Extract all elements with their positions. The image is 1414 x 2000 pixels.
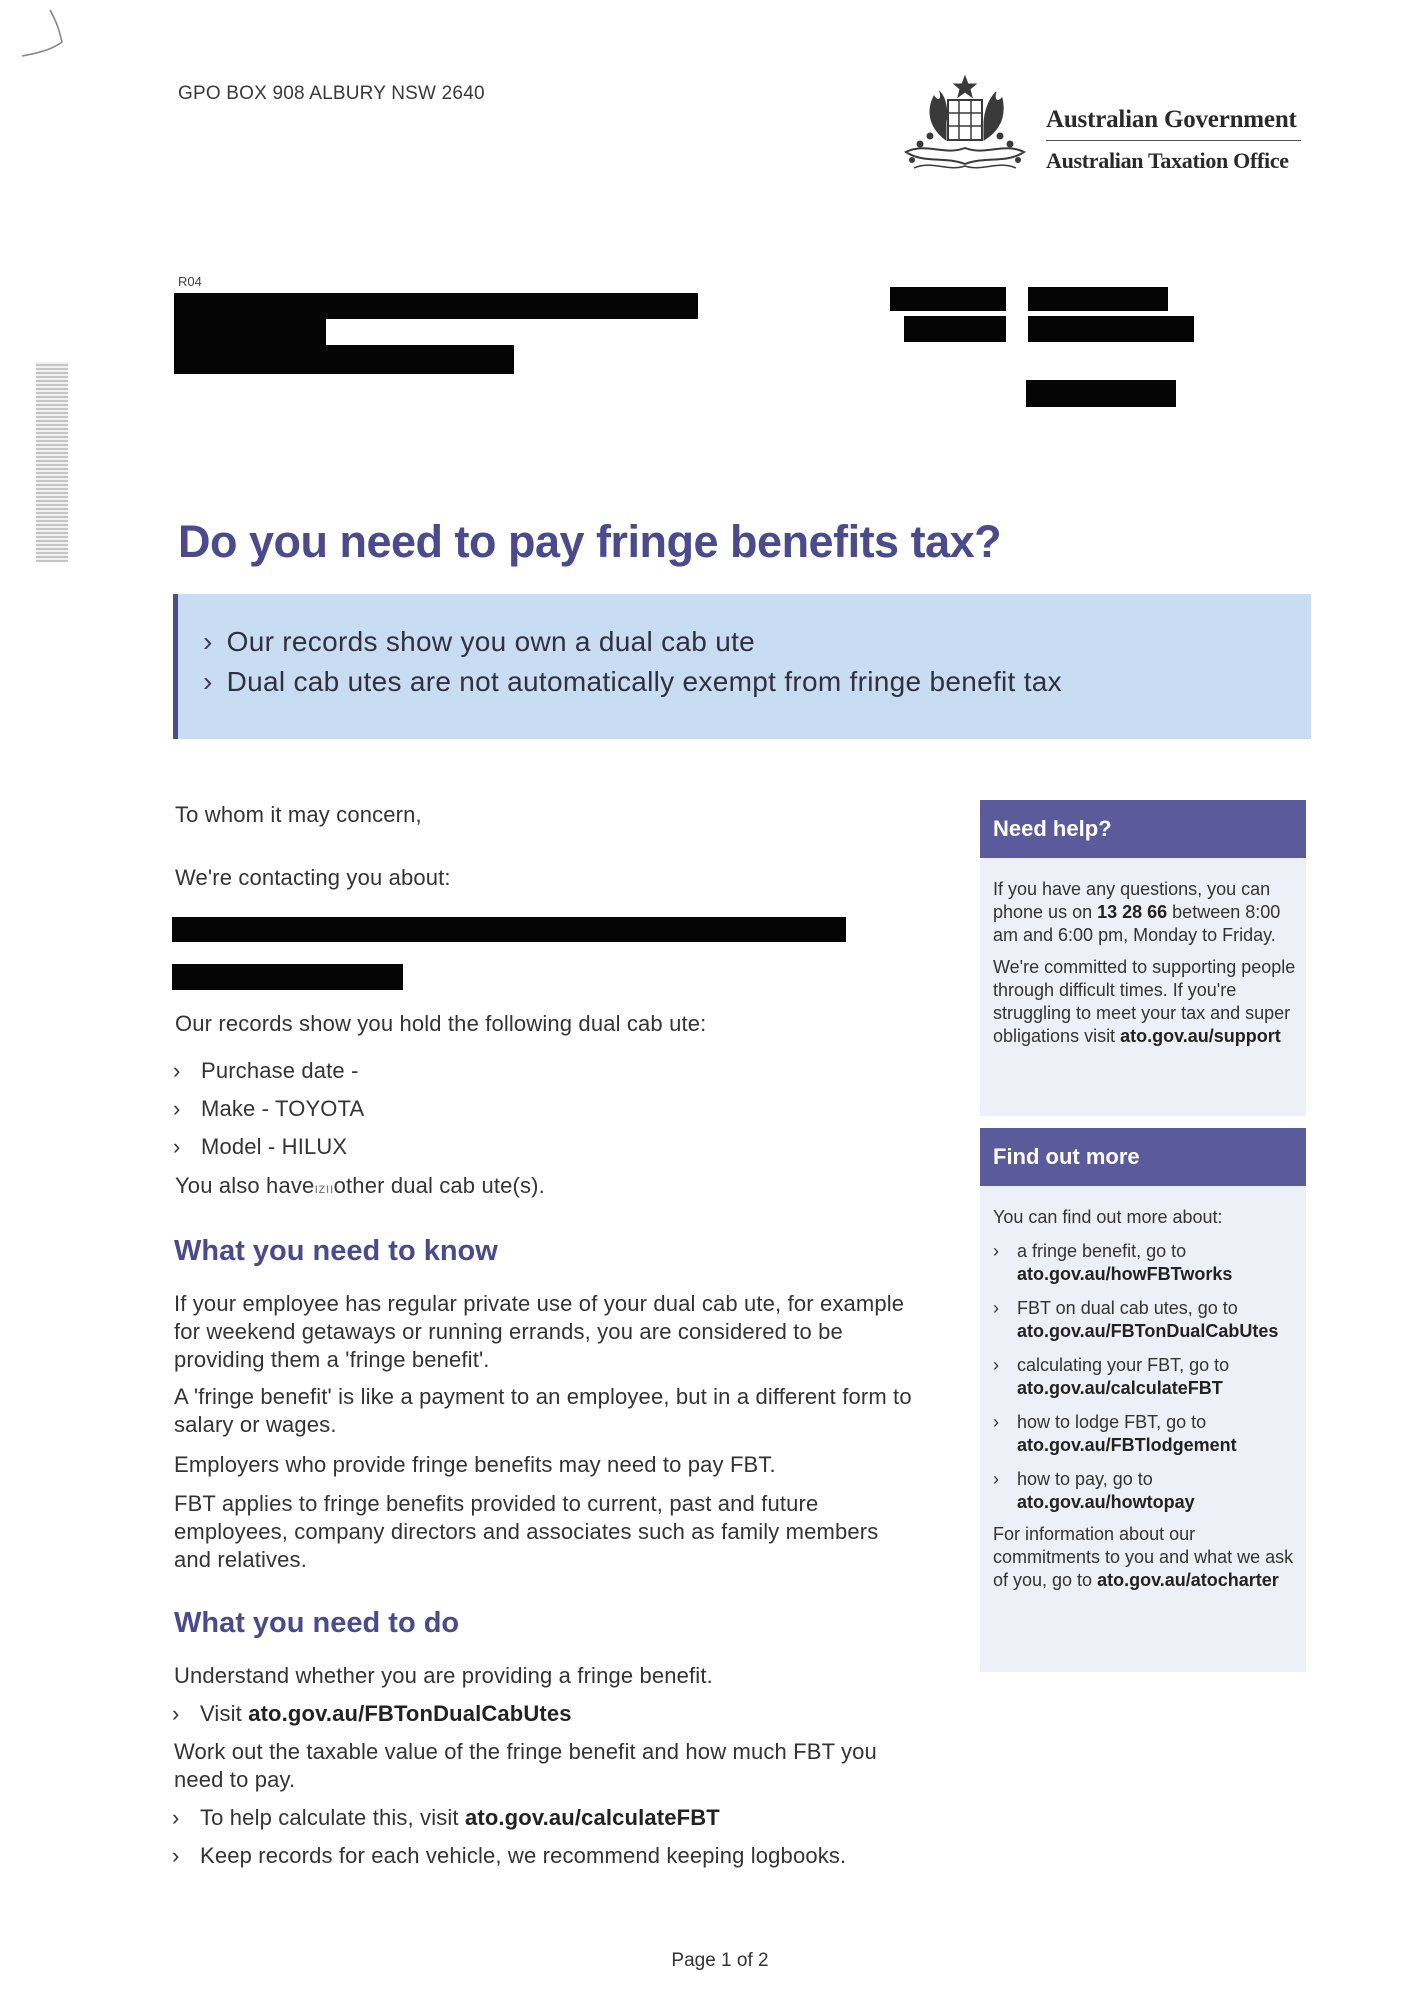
do-bullet-visit: › Visit ato.gov.au/FBTonDualCabUtes bbox=[172, 1701, 572, 1726]
vehicle-make: › Make - TOYOTA bbox=[173, 1096, 365, 1121]
redaction-block bbox=[1026, 380, 1176, 407]
find-out-item: › FBT on dual cab utes, go to ato.gov.au/FBTonDualCabUtes bbox=[993, 1298, 1279, 1341]
chevron-right-icon: › bbox=[173, 1134, 181, 1159]
redaction-block bbox=[904, 316, 1006, 342]
need-help-text: If you have any questions, you can phone us on 13 28 66 between 8:00 am and 6:00 pm, Monday to Friday. bbox=[993, 879, 1281, 945]
know-paragraph: A 'fringe benefit' is like a payment to an employee, but in a different form to salary or wages. bbox=[174, 1384, 912, 1437]
chevron-right-icon: › bbox=[993, 1241, 999, 1261]
chevron-right-icon: › bbox=[173, 1058, 181, 1083]
chevron-right-icon: › bbox=[172, 1805, 180, 1830]
contacting-text: We're contacting you about: bbox=[175, 865, 451, 890]
ato-logo bbox=[896, 72, 1306, 184]
redaction-block bbox=[174, 345, 514, 374]
do-paragraph: Work out the taxable value of the fringe benefit and how much FBT you need to pay. bbox=[174, 1739, 877, 1792]
summary-item: › Our records show you own a dual cab ute bbox=[203, 626, 756, 657]
coat-of-arms-icon bbox=[896, 72, 1034, 184]
link-calculate-fbt-side[interactable]: ato.gov.au/calculateFBT bbox=[1017, 1378, 1223, 1398]
link-support[interactable]: ato.gov.au/support bbox=[1120, 1026, 1281, 1046]
scan-mark-icon bbox=[18, 8, 68, 58]
link-ato-charter[interactable]: ato.gov.au/atocharter bbox=[1097, 1570, 1279, 1590]
redaction-block bbox=[172, 964, 403, 990]
scan-barcode bbox=[36, 362, 68, 562]
know-paragraph: If your employee has regular private use of your dual cab ute, for example for weekend getaways or running errands, you are considered to be providing them a 'fringe benefit'. bbox=[174, 1291, 905, 1372]
return-address: GPO BOX 908 ALBURY NSW 2640 bbox=[178, 83, 485, 104]
redaction-block bbox=[174, 293, 698, 319]
redaction-block bbox=[174, 319, 326, 345]
redaction-block bbox=[1028, 287, 1168, 311]
link-fbt-dual-cab-utes[interactable]: ato.gov.au/FBTonDualCabUtes bbox=[248, 1701, 572, 1726]
page-title: Do you need to pay fringe benefits tax? bbox=[178, 516, 1002, 567]
redaction-block bbox=[1028, 316, 1194, 342]
link-how-to-pay[interactable]: ato.gov.au/howtopay bbox=[1017, 1492, 1195, 1512]
find-out-item: › how to lodge FBT, go to ato.gov.au/FBTlodgement bbox=[993, 1412, 1237, 1455]
link-fbt-lodgement[interactable]: ato.gov.au/FBTlodgement bbox=[1017, 1435, 1237, 1455]
find-out-more-panel bbox=[980, 1128, 1306, 1672]
vehicle-purchase-date: › Purchase date - bbox=[173, 1058, 359, 1083]
know-paragraph: FBT applies to fringe benefits provided to current, past and future employees, company directors and associates such as family members and relatives. bbox=[174, 1491, 879, 1572]
link-fbt-on-dual-cab-utes[interactable]: ato.gov.au/FBTonDualCabUtes bbox=[1017, 1321, 1279, 1341]
chevron-right-icon: › bbox=[993, 1355, 999, 1375]
chevron-right-icon: › bbox=[203, 666, 213, 697]
link-calculate-fbt[interactable]: ato.gov.au/calculateFBT bbox=[464, 1805, 720, 1830]
heading-what-you-need-to-know: What you need to know bbox=[174, 1235, 498, 1267]
chevron-right-icon: › bbox=[172, 1843, 180, 1868]
redaction-block bbox=[172, 917, 846, 942]
find-out-item: › how to pay, go to ato.gov.au/howtopay bbox=[993, 1469, 1195, 1512]
records-intro: Our records show you hold the following dual cab ute: bbox=[175, 1011, 707, 1036]
heading-what-you-need-to-do: What you need to do bbox=[174, 1607, 460, 1639]
vehicle-model: › Model - HILUX bbox=[173, 1134, 348, 1159]
chevron-right-icon: › bbox=[993, 1298, 999, 1318]
summary-item: › Dual cab utes are not automatically exempt from fringe benefit tax bbox=[203, 666, 1062, 697]
logo-line-ato: Australian Taxation Office bbox=[1046, 148, 1289, 173]
page-number: Page 1 of 2 bbox=[671, 1950, 769, 1971]
other-utes-text: You also haveızııother dual cab ute(s). bbox=[175, 1173, 545, 1198]
do-bullet-calculate: › To help calculate this, visit ato.gov.au/calculateFBT bbox=[172, 1805, 720, 1830]
chevron-right-icon: › bbox=[993, 1469, 999, 1489]
logo-line-government: Australian Government bbox=[1046, 106, 1297, 133]
need-help-title: Need help? bbox=[980, 800, 1306, 858]
find-out-intro: You can find out more about: bbox=[993, 1207, 1223, 1227]
redaction-block bbox=[890, 287, 1006, 311]
charter-text: For information about our commitments to you and what we ask of you, go to ato.gov.au/atocharter bbox=[993, 1524, 1294, 1590]
reference-code: R04 bbox=[178, 274, 202, 289]
chevron-right-icon: › bbox=[172, 1701, 180, 1726]
salutation: To whom it may concern, bbox=[175, 802, 422, 827]
logo-divider bbox=[1046, 140, 1301, 141]
do-paragraph: Understand whether you are providing a fringe benefit. bbox=[174, 1663, 713, 1688]
do-bullet-records: › Keep records for each vehicle, we recommend keeping logbooks. bbox=[172, 1843, 847, 1868]
support-text: We're committed to supporting people through difficult times. If you're struggling to meet your tax and super obligations visit ato.gov.au/support bbox=[993, 957, 1296, 1046]
find-out-more-title: Find out more bbox=[980, 1128, 1306, 1186]
chevron-right-icon: › bbox=[203, 626, 213, 657]
need-help-panel bbox=[980, 800, 1306, 1116]
phone-number[interactable]: 13 28 66 bbox=[1097, 902, 1168, 922]
find-out-item: › a fringe benefit, go to ato.gov.au/howFBTworks bbox=[993, 1241, 1233, 1284]
know-paragraph: Employers who provide fringe benefits may need to pay FBT. bbox=[174, 1452, 776, 1477]
chevron-right-icon: › bbox=[173, 1096, 181, 1121]
chevron-right-icon: › bbox=[993, 1412, 999, 1432]
summary-box bbox=[173, 594, 1311, 739]
find-out-item: › calculating your FBT, go to ato.gov.au/calculateFBT bbox=[993, 1355, 1230, 1398]
link-how-fbt-works[interactable]: ato.gov.au/howFBTworks bbox=[1017, 1264, 1233, 1284]
